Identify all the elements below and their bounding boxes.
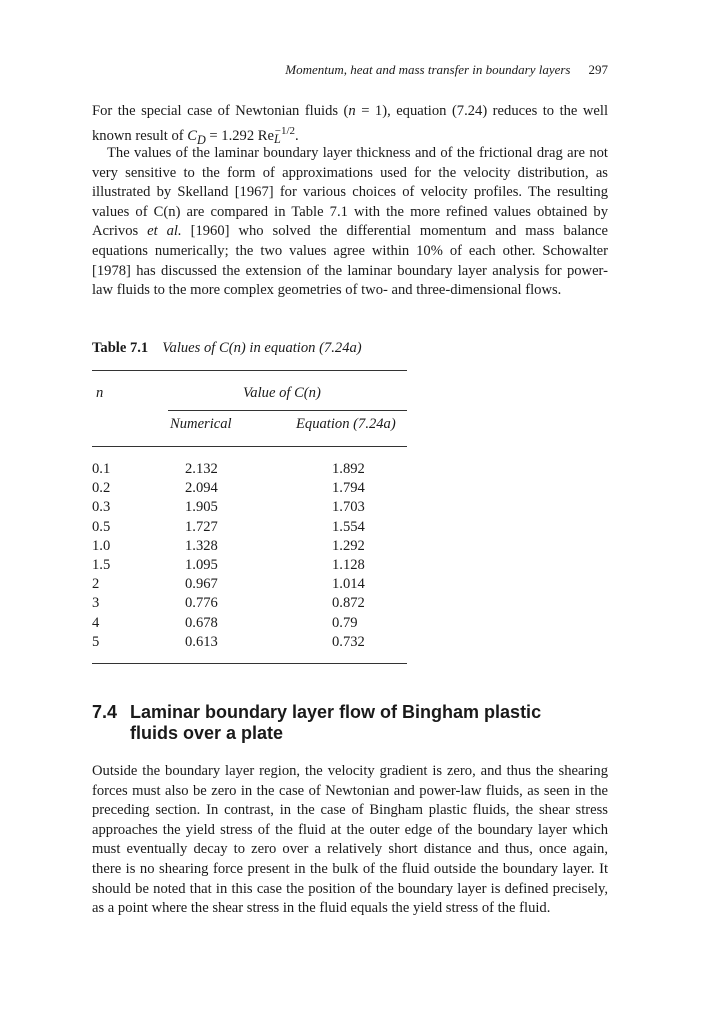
p1-re-sup: −1/2	[274, 124, 296, 137]
cell-n: 2	[92, 576, 100, 593]
paragraph-bingham	[92, 762, 608, 919]
cell-equation: 1.292	[332, 537, 365, 554]
table-row	[92, 460, 407, 479]
section-title-line1: Laminar boundary layer flow of Bingham plastic	[130, 702, 542, 722]
table-col-n: n	[96, 385, 104, 401]
p3-text: Outside the boundary layer region, the velocity gradient is zero, and thus the shearing forces must also be zero in the case of Newtonian and power-law fluids, as seen in the preceding section. In contrast, in the case of Bingham plastic fluids, the shear stress approaches the yield stress of the fluid at the outer edge of the boundary layer which must eventually decay to zero over a relatively short distance and thus, once again, there is no shearing force present in the bulk of the fluid outside the boundary layer. It should be noted that in this case the position of the boundary layer is defined precisely, as a point where the shear stress in the fluid equals the yield stress of the fluid.	[92, 763, 608, 917]
cell-numerical: 1.328	[185, 537, 218, 554]
cell-n: 3	[92, 595, 100, 612]
p1-text-d: .	[295, 127, 299, 144]
cell-n: 1.5	[92, 556, 111, 573]
cell-equation: 0.872	[332, 595, 365, 612]
table-label: Table 7.1	[92, 340, 149, 356]
table-bottom-rule	[92, 663, 407, 664]
p1-cd-sub: D	[197, 132, 206, 147]
table-row	[92, 556, 407, 575]
p2-text-a: The values of the laminar boundary layer thickness and of the frictional drag are not very sensitive to the form of approximations used for the velocity distribution, as illustrated by Skelland [1967] for various choices of velocity profiles. The resulting values of C(n) are compared in Table 7.1 with the more refined values obtained by Acrivos	[92, 145, 608, 240]
p2-text-b: [1960] who solved the differential momentum and mass balance equations numerically; the two values agree within 10% of each other. Schowalter [1978] has discussed the extension of the laminar boundary layer analysis for power-law fluids to the more complex geometries of two- and three-dimensional flows.	[92, 223, 608, 299]
table-group-rule	[168, 410, 407, 411]
cell-equation: 1.794	[332, 480, 365, 497]
cell-n: 0.2	[92, 480, 111, 497]
paragraph-laminar-values	[92, 144, 608, 301]
p1-text-a: For the special case of Newtonian fluids (	[92, 103, 349, 119]
table-group-header: Value of C(n)	[243, 385, 321, 401]
cell-equation: 0.732	[332, 633, 365, 650]
cell-equation: 0.79	[332, 614, 358, 631]
cell-numerical: 1.727	[185, 518, 218, 535]
cell-equation: 1.892	[332, 461, 365, 477]
table-col-numerical: Numerical	[170, 416, 232, 432]
p1-text-c: = 1.292 Re	[205, 127, 275, 144]
paragraph-newtonian	[92, 102, 608, 150]
cell-equation: 1.703	[332, 499, 365, 516]
table-top-rule	[92, 370, 407, 371]
table-row	[92, 498, 407, 517]
cell-numerical: 2.132	[185, 461, 218, 477]
cell-n: 0.5	[92, 518, 111, 535]
table-body	[92, 460, 407, 652]
table-row	[92, 479, 407, 498]
table-row	[92, 594, 407, 613]
table-row	[92, 633, 407, 652]
table-caption	[92, 340, 362, 357]
cell-n: 5	[92, 633, 100, 650]
cell-n: 4	[92, 614, 100, 631]
cell-numerical: 0.967	[185, 576, 218, 593]
p1-cd-symbol: C	[187, 127, 197, 144]
table-title: Values of C(n) in equation (7.24a)	[162, 340, 362, 356]
table-row	[92, 537, 407, 556]
cell-n: 0.3	[92, 499, 111, 516]
section-title-line2: fluids over a plate	[130, 723, 284, 743]
cell-numerical: 1.095	[185, 556, 218, 573]
p1-re-sub: L	[274, 132, 281, 147]
cell-numerical: 0.613	[185, 633, 218, 650]
cell-n: 1.0	[92, 537, 111, 554]
cell-numerical: 0.678	[185, 614, 218, 631]
table-col-equation: Equation (7.24a)	[296, 416, 396, 432]
p1-n-var: n	[348, 103, 356, 119]
cell-numerical: 2.094	[185, 480, 218, 497]
p2-et-al: et al.	[147, 223, 182, 240]
table-header-rule	[92, 446, 407, 447]
cell-n: 0.1	[92, 461, 111, 477]
table-row	[92, 575, 407, 594]
cell-numerical: 1.905	[185, 499, 218, 516]
p1-text-b: = 1), equation (7.24) reduces to the well known result of	[92, 103, 609, 144]
cell-equation: 1.014	[332, 576, 365, 593]
table-row	[92, 614, 407, 633]
section-heading	[92, 702, 608, 744]
running-title: Momentum, heat and mass transfer in boundary layers	[285, 62, 571, 77]
cell-numerical: 0.776	[185, 595, 218, 612]
running-header	[92, 62, 608, 78]
cell-equation: 1.128	[332, 556, 365, 573]
table-row	[92, 518, 407, 537]
section-number: 7.4	[92, 702, 118, 722]
cell-equation: 1.554	[332, 518, 365, 535]
page-number: 297	[588, 62, 608, 77]
